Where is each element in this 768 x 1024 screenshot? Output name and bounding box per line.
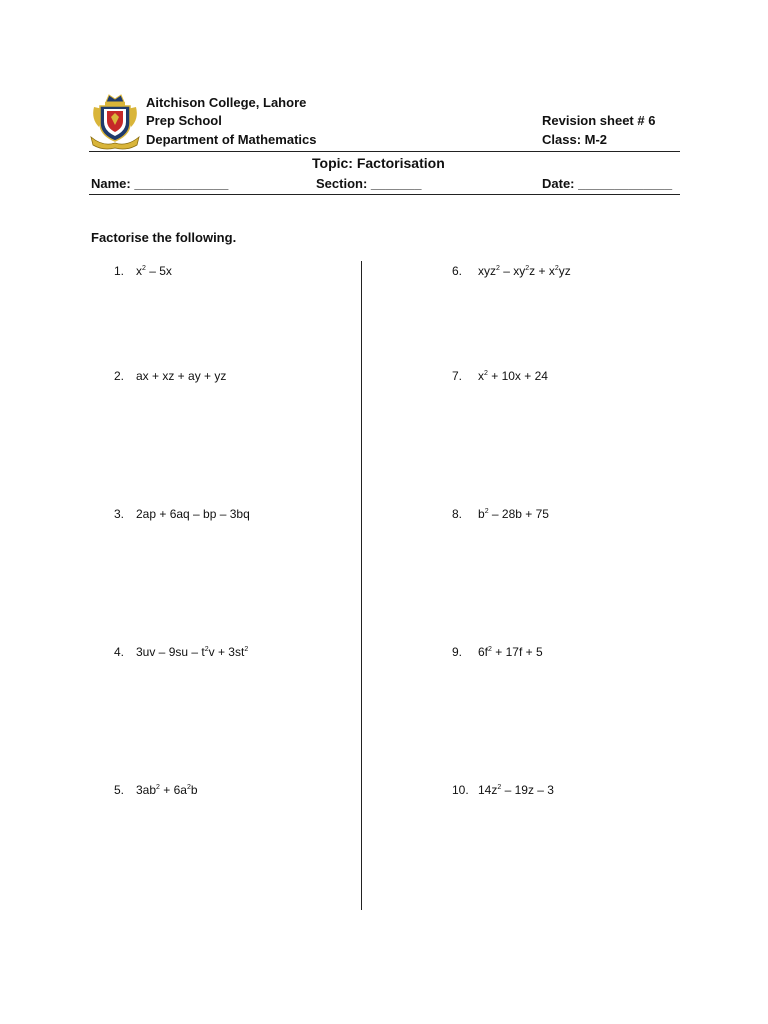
question-item <box>452 264 571 278</box>
expression-text: z + x <box>529 264 555 278</box>
expression-text: – 19z – 3 <box>501 783 554 797</box>
question-expression <box>478 507 549 521</box>
expression-text: 14z <box>478 783 498 797</box>
exponent: 2 <box>484 370 488 377</box>
exponent: 2 <box>204 646 209 653</box>
question-item <box>452 645 543 659</box>
department-name: Department of Mathematics <box>146 132 317 147</box>
exponent: 2 <box>496 265 500 272</box>
expression-text: – xy <box>499 264 526 278</box>
question-item <box>452 507 549 521</box>
question-number: 5. <box>114 783 125 797</box>
exponent: 2 <box>497 784 502 791</box>
header-rule-bottom <box>89 194 680 195</box>
column-divider <box>361 261 362 910</box>
question-item <box>114 369 227 383</box>
question-item <box>114 507 250 521</box>
exponent: 2 <box>156 784 160 791</box>
expression-text: + 10x + 24 <box>487 369 548 383</box>
instruction-text: Factorise the following. <box>91 230 237 245</box>
expression-text: xyz <box>478 264 496 278</box>
name-field: Name: _____________ <box>91 176 229 191</box>
question-number: 3. <box>114 507 125 521</box>
question-item <box>114 783 198 797</box>
question-number: 6. <box>452 264 463 278</box>
expression-text: x <box>478 369 484 383</box>
question-expression <box>136 264 172 278</box>
date-field: Date: _____________ <box>542 176 673 191</box>
expression-text: – 5x <box>145 264 172 278</box>
class-label: Class: M-2 <box>542 132 608 147</box>
question-number: 8. <box>452 507 463 521</box>
question-expression <box>136 783 198 797</box>
question-expression <box>478 369 548 383</box>
question-expression <box>478 645 543 659</box>
question-item <box>114 264 172 278</box>
expression-text: 3ab <box>136 783 157 797</box>
school-name: Aitchison College, Lahore <box>146 95 307 110</box>
question-expression <box>136 645 248 659</box>
exponent: 2 <box>142 265 146 272</box>
question-item <box>114 645 249 659</box>
topic-title: Topic: Factorisation <box>312 155 445 171</box>
exponent: 2 <box>186 784 191 791</box>
question-expression <box>478 783 554 797</box>
revision-sheet-label: Revision sheet # 6 <box>542 113 656 128</box>
question-number: 1. <box>114 264 125 278</box>
expression-text: 3uv – 9su – t <box>136 645 205 659</box>
exponent: 2 <box>244 646 249 653</box>
expression-text: b <box>190 783 198 797</box>
question-number: 7. <box>452 369 463 383</box>
question-number: 10. <box>452 783 469 797</box>
expression-text: v + 3st <box>208 645 245 659</box>
question-number: 4. <box>114 645 125 659</box>
question-number: 2. <box>114 369 125 383</box>
school-branch: Prep School <box>146 113 222 128</box>
section-field: Section: _______ <box>316 176 422 191</box>
expression-text: – 28b + 75 <box>488 507 549 521</box>
exponent: 2 <box>554 265 559 272</box>
question-expression <box>478 264 571 278</box>
header-rule-top <box>89 151 680 152</box>
expression-text: b <box>478 507 485 521</box>
expression-text: + 6a <box>159 783 187 797</box>
question-item <box>452 369 548 383</box>
expression-text: 2ap + 6aq – bp – 3bq <box>136 507 250 521</box>
school-crest-icon <box>89 93 141 151</box>
question-number: 9. <box>452 645 463 659</box>
exponent: 2 <box>488 646 492 653</box>
expression-text: + 17f + 5 <box>491 645 543 659</box>
expression-text: yz <box>558 264 571 278</box>
question-expression <box>136 507 250 521</box>
question-item <box>452 783 554 797</box>
expression-text: 6f <box>478 645 489 659</box>
expression-text: ax + xz + ay + yz <box>136 369 227 383</box>
exponent: 2 <box>525 265 530 272</box>
exponent: 2 <box>484 508 489 515</box>
expression-text: x <box>136 264 142 278</box>
question-expression <box>136 369 226 383</box>
